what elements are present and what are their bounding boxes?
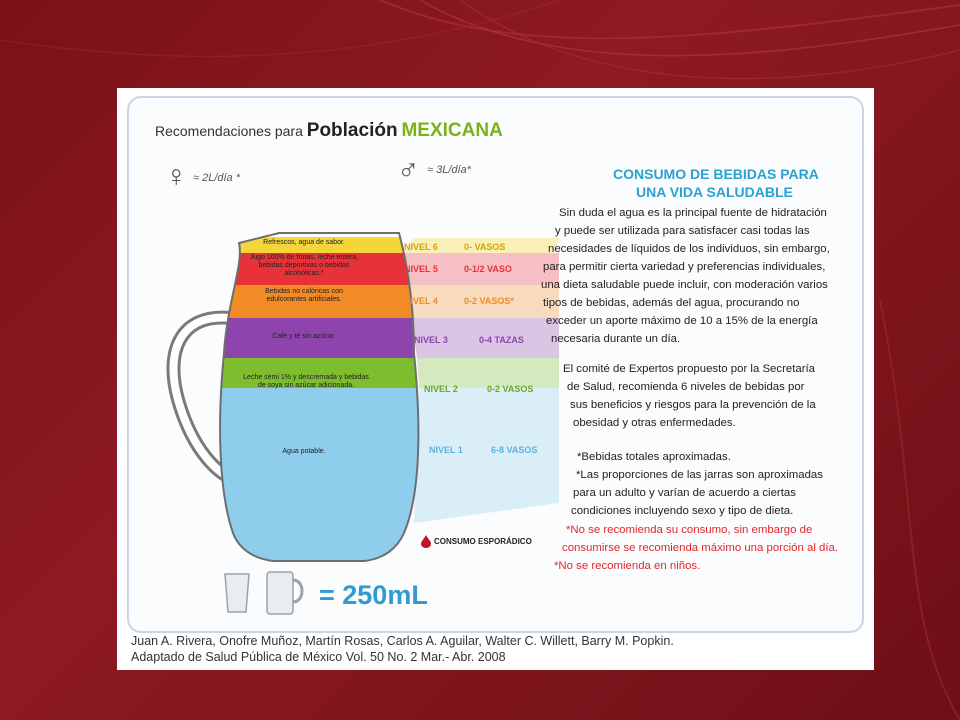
infographic-card xyxy=(117,88,874,670)
para1-line-7: exceder un aporte máximo de 10 a 15% de la energía xyxy=(546,315,818,327)
level-2-label: NIVEL 2 xyxy=(424,384,458,394)
mug-icon xyxy=(267,572,293,614)
level-4-label: NIVEL 4 xyxy=(404,296,438,306)
para2-line-4: obesidad y otras enfermedades. xyxy=(573,417,736,429)
para1-line-4: para permitir cierta variedad y preferencias individuales, xyxy=(543,261,826,273)
level-2-amount: 0-2 VASOS xyxy=(487,384,534,394)
level-3-amount: 0-4 TAZAS xyxy=(479,335,524,345)
credits xyxy=(131,633,674,665)
para2-line-3: sus beneficios y riesgos para la prevención de la xyxy=(570,399,816,411)
level-3-label: NIVEL 3 xyxy=(414,335,448,345)
measure-value: = 250mL xyxy=(319,580,428,610)
infographic-panel xyxy=(127,96,864,633)
female-symbol-icon: ♀ xyxy=(165,160,188,193)
para1-line-1: Sin duda el agua es la principal fuente de hidratación xyxy=(559,207,827,219)
segment-label-5: Jugo 100% de frutas, leche entera, bebidas deportivas o bebidas alcohólicas.* xyxy=(249,254,359,277)
note-line-1: *Bebidas totales aproximadas. xyxy=(577,451,731,463)
jar-segment-1 xyxy=(199,388,439,568)
level-5-label: NIVEL 5 xyxy=(404,264,438,274)
page-title: Recomendaciones para Población MEXICANA xyxy=(155,120,503,141)
glass-icon xyxy=(225,574,249,612)
note-line-3: para un adulto y varían de acuerdo a ciertas xyxy=(573,487,796,499)
para1-line-3: necesidades de líquidos de los individuos, sin embargo, xyxy=(548,243,830,255)
para2-line-2: de Salud, recomienda 6 niveles de bebidas por xyxy=(567,381,805,393)
para2-line-1: El comité de Expertos propuesto por la Secretaría xyxy=(563,363,815,375)
right-title-2: UNA VIDA SALUDABLE xyxy=(636,184,793,200)
right-title-1: CONSUMO DE BEBIDAS PARA xyxy=(613,166,819,182)
credits-source: Adaptado de Salud Pública de México Vol. 50 No. 2 Mar.- Abr. 2008 xyxy=(131,650,506,664)
level-5-amount: 0-1/2 VASO xyxy=(464,264,512,274)
para1-line-8: necesaria durante un día. xyxy=(551,333,681,345)
level-band-1 xyxy=(414,388,559,523)
jar-illustration xyxy=(159,223,579,568)
drop-icon xyxy=(421,535,431,548)
level-1-amount: 6-8 VASOS xyxy=(491,445,538,455)
level-6-amount: 0- VASOS xyxy=(464,242,506,252)
red-note-line-2: consumirse se recomienda máximo una porción al día. xyxy=(562,542,839,554)
segment-label-2: Leche semi 1% y descremada y bebidas de soya sin azúcar adicionada. xyxy=(243,374,369,389)
para1-line-6: tipos de bebidas, además del agua, procurando no xyxy=(543,297,800,309)
male-symbol-icon: ♂ xyxy=(397,154,420,187)
segment-label-3: Café y té sin azúcar. xyxy=(272,333,336,340)
segment-label-4: Bebidas no calóricas con edulcorantes artificiales. xyxy=(265,288,343,303)
red-note-line-3: *No se recomienda en niños. xyxy=(554,560,701,572)
red-note-line-1: *No se recomienda su consumo, sin embargo de xyxy=(566,524,813,536)
segment-label-6: Refrescos, agua de sabor. xyxy=(263,239,345,246)
cup-icons xyxy=(219,568,319,618)
level-bands xyxy=(404,238,559,523)
para1-line-2: y puede ser utilizada para satisfacer casi todas las xyxy=(555,225,810,237)
level-6-label: NIVEL 6 xyxy=(404,242,438,252)
note-line-2: *Las proporciones de las jarras son aproximadas xyxy=(576,469,823,481)
note-line-4: condiciones incluyendo sexo y tipo de dieta. xyxy=(571,505,794,517)
credits-authors: Juan A. Rivera, Onofre Muñoz, Martín Rosas, Carlos A. Aguilar, Walter C. Willett, Barry M. Popkin. xyxy=(131,634,674,648)
segment-label-1: Agua potable. xyxy=(282,448,326,455)
esporadico-label: CONSUMO ESPORÁDICO xyxy=(434,537,532,546)
female-amount: ≈ 2L/día * xyxy=(193,172,241,184)
level-4-amount: 0-2 VASOS* xyxy=(464,296,514,306)
para1-line-5: una dieta saludable puede incluir, con moderación varios xyxy=(541,279,828,291)
male-amount: ≈ 3L/día* xyxy=(427,164,471,176)
level-1-label: NIVEL 1 xyxy=(429,445,463,455)
